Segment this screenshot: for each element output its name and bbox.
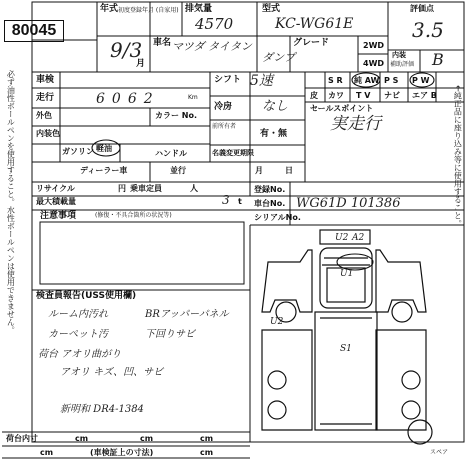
month-label: 月	[255, 166, 263, 175]
mark-a2: A2	[352, 233, 365, 243]
passengers-label: 乗車定員	[130, 184, 162, 193]
owner-label: 有・無	[260, 129, 288, 139]
shift-label: シフト	[214, 75, 242, 85]
ac-value: なし	[262, 99, 289, 114]
load-unit: t	[238, 197, 242, 206]
equip-aw: 純 AW	[354, 76, 380, 85]
year-label: 年式	[100, 4, 119, 14]
displacement-label: 排気量	[185, 4, 213, 14]
displacement-value: 4570	[195, 15, 234, 33]
reg-label: 登録No.	[254, 185, 286, 194]
mark-u2-side: U2	[270, 317, 284, 327]
inspection-label: 車検	[36, 75, 55, 85]
mileage-label: 走行	[36, 93, 55, 103]
color-label: カラー No.	[155, 111, 198, 120]
name-change-label: 名義変更期限	[212, 149, 254, 157]
lot-number-box	[4, 20, 64, 42]
car-name-value: マツダ タイタン	[172, 40, 252, 53]
inspector-line-2: カーペット汚	[48, 329, 108, 340]
load-label: 最大積載量	[36, 197, 76, 206]
inspector-line-3: 荷台 アオリ曲がり	[38, 349, 122, 360]
load-value: 3	[222, 193, 230, 207]
mileage-value: 6062	[96, 91, 160, 107]
drive-2wd: 2WD	[363, 41, 385, 50]
model-value: KC-WG61E	[275, 16, 354, 32]
inspector-right-1: BRアッパーパネル	[145, 309, 229, 320]
dims-unit-2: cm	[200, 448, 214, 457]
inspector-line-1: ルーム内汚れ	[48, 309, 108, 320]
interior-sub: 補助評価	[390, 61, 415, 68]
cargo-unit-3: cm	[200, 434, 214, 443]
ac-label: 冷房	[214, 102, 233, 112]
passengers-unit: 人	[190, 184, 198, 193]
grade-value: ダンプ	[262, 51, 296, 64]
fuel-value: 軽油	[96, 144, 112, 153]
year-value: 9/3	[110, 38, 143, 62]
sales-point-label: セールスポイント	[310, 104, 374, 113]
notes-title: 注意事項	[40, 211, 77, 221]
equip-navi: ナビ	[384, 91, 400, 100]
equip-kawa: カワ	[328, 91, 344, 100]
inspector-line-4: アオリ キズ、凹、サビ	[60, 367, 164, 378]
recycle-unit: 円	[118, 184, 126, 193]
equip-airbag: エア B	[412, 91, 437, 100]
mark-u2-top: U2	[335, 233, 349, 243]
fuel-label: ガソリン	[62, 147, 94, 156]
recycle-label: リサイクル	[36, 184, 75, 193]
interior-label: 内装	[392, 51, 406, 59]
inspector-right-2: 下回りサビ	[145, 329, 195, 340]
mark-u1: U1	[340, 269, 354, 279]
side-note-right: ←純正品に座り込み等に使用すること。	[453, 85, 463, 228]
score-value: 3.5	[412, 18, 444, 42]
interior-color-label: 内装色	[36, 129, 60, 138]
interior-value: B	[432, 50, 444, 69]
equip-leather: 皮	[310, 91, 318, 100]
side-note-left: 必ず油性ボールペンを使用すること。水性ボールペンは使用できません。	[6, 70, 16, 334]
year-unit: 月	[136, 59, 146, 69]
equip-pw: P W	[412, 76, 430, 85]
sales-point-value: 実走行	[330, 114, 381, 134]
spare-label: スペア	[430, 449, 449, 456]
car-name-label: 車名	[153, 38, 172, 48]
mark-s1: S1	[340, 344, 352, 354]
score-label: 評価点	[410, 4, 434, 13]
car-diagram	[262, 230, 432, 444]
reg-date-label: 初度登録年月 (自家用)	[118, 7, 179, 14]
dealer-label: ディーラー車	[80, 166, 128, 175]
equip-sr: S R	[328, 76, 343, 85]
cargo-label: 荷台内寸	[6, 434, 38, 443]
inspector-title: 検査員報告(USS使用欄)	[36, 291, 137, 301]
drive-4wd: 4WD	[363, 59, 385, 68]
cargo-unit-1: cm	[75, 434, 89, 443]
lot-number: 80045	[11, 22, 57, 39]
inspector-bottom: 新明和 DR4-1384	[60, 404, 144, 415]
shift-value: 5速	[250, 73, 273, 89]
vehicle-dims-label: (車検証上の寸法)	[90, 448, 154, 457]
equip-tv: T V	[356, 91, 371, 100]
notes-subtitle: (修復・不具合箇所の状況等)	[95, 212, 172, 219]
dims-unit-1: cm	[40, 448, 54, 457]
model-label: 型式	[262, 4, 281, 14]
history-label: 前所有者	[212, 123, 237, 130]
chassis-value: WG61D 101386	[296, 196, 401, 211]
chassis-label: 車台No.	[254, 199, 286, 208]
cargo-unit-2: cm	[140, 434, 154, 443]
exterior-label: 外色	[36, 111, 52, 120]
equip-ps: P S	[384, 76, 399, 85]
handle-label: ハンドル	[155, 149, 187, 158]
grade-label: グレード	[293, 38, 330, 48]
mileage-unit: Km	[188, 94, 198, 101]
serial-label: シリアルNo.	[254, 213, 301, 222]
import-label: 並行	[170, 166, 186, 175]
day-label: 日	[285, 166, 293, 175]
